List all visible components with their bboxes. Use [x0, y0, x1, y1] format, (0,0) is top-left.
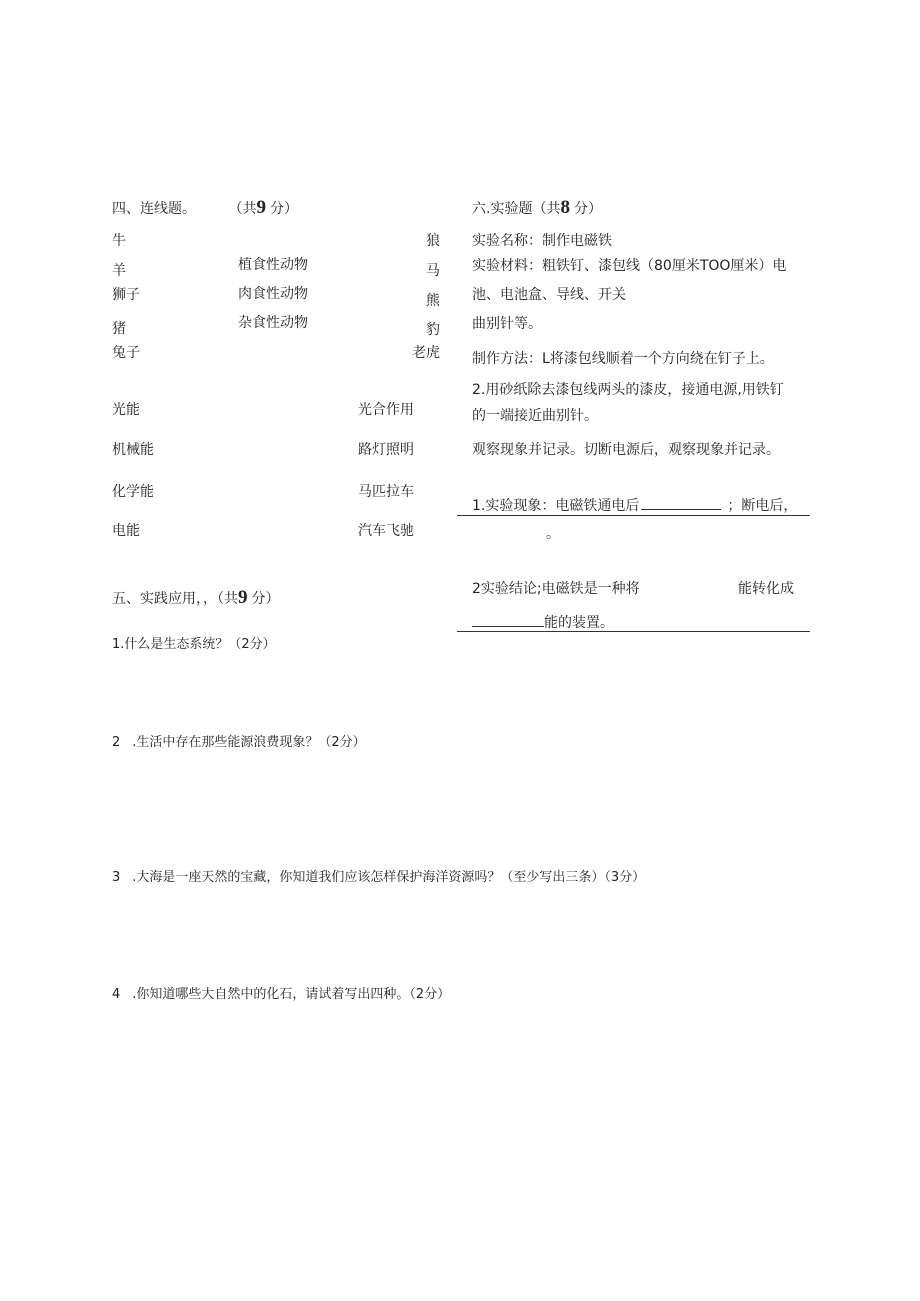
example-item: 光合作用	[358, 402, 414, 418]
section6-score-suffix: 分）	[573, 201, 602, 217]
question-3-number: 3	[112, 870, 121, 885]
right-animal-item: 狼	[426, 233, 440, 249]
section6-title: 六.实验题（共	[472, 201, 561, 217]
energy-item: 化学能	[112, 484, 154, 500]
section4-title: 四、连线题。	[112, 201, 196, 217]
left-animal-item: 羊	[112, 263, 126, 279]
left-animal-item: 牛	[112, 233, 126, 249]
question-1: 1.什么是生态系统？（2分）	[112, 637, 276, 652]
section4-score-prefix: （共	[228, 201, 257, 217]
question-4-text: .你知道哪些大自然中的化石，请试着写出四种。（2分）	[132, 987, 451, 1002]
right-animal-item: 马	[426, 263, 440, 279]
section6-heading	[472, 199, 602, 218]
experiment-materials-line1: 实验材料：粗铁钉、漆包线（80厘米TOO厘米）电	[472, 258, 787, 274]
conclusion-line2	[472, 614, 614, 632]
category-item: 肉食性动物	[238, 286, 308, 302]
result-label: 1.实验现象：电磁铁通电后	[472, 498, 640, 514]
experiment-method-line1: 制作方法：L将漆包线顺着一个方向绕在钉子上。	[472, 351, 774, 367]
example-item: 路灯照明	[358, 442, 414, 458]
experiment-method-line2: 2.用砂纸除去漆包线两头的漆皮，接通电源,用铁钉	[472, 382, 784, 398]
left-animal-item: 狮子	[112, 287, 140, 303]
result-label-power-off: ；断电后，	[727, 498, 798, 514]
experiment-materials-line2: 池、电池盒、导线、开关	[472, 287, 626, 303]
question-3	[112, 869, 645, 887]
section4-score-number: 9	[256, 197, 266, 218]
experiment-conclusion: 2实验结论;电磁铁是一种将	[472, 581, 640, 597]
experiment-observe: 观察现象并记录。切断电源后，观察现象并记录。	[472, 442, 780, 458]
conclusion-device-label: 能的装置。	[544, 615, 614, 631]
example-item: 马匹拉车	[358, 484, 414, 500]
left-animal-item: 猪	[112, 321, 126, 337]
energy-item: 电能	[112, 523, 140, 539]
experiment-result	[472, 497, 797, 515]
section6-score-number: 8	[560, 197, 570, 218]
conclusion-blank[interactable]	[472, 626, 544, 627]
energy-item: 机械能	[112, 442, 154, 458]
right-animal-item: 豹	[426, 322, 440, 338]
section5-score-suffix: 分）	[251, 591, 280, 607]
result-blank-power-on[interactable]	[641, 509, 721, 510]
section5-score-number: 9	[238, 587, 248, 608]
result-end-mark: 。	[546, 526, 560, 542]
section5-title: 五、实践应用，，（共	[112, 591, 238, 607]
question-2-number: 2	[112, 735, 121, 750]
experiment-method-line3: 的一端接近曲别针。	[472, 408, 598, 424]
question-2	[112, 734, 366, 752]
left-animal-item: 兔子	[112, 345, 140, 361]
right-animal-item: 老虎	[412, 345, 440, 361]
section4-score-suffix: 分）	[269, 201, 298, 217]
question-3-text: .大海是一座天然的宝藏，你知道我们应该怎样保护海洋资源吗？（至少写出三条）（3分）	[132, 870, 646, 885]
example-item: 汽车飞驰	[358, 523, 414, 539]
section5-heading	[112, 589, 280, 608]
question-4-number: 4	[112, 987, 121, 1002]
experiment-materials-line3: 曲别针等。	[472, 316, 542, 332]
answer-underline[interactable]	[457, 631, 810, 632]
experiment-name: 实验名称：制作电磁铁	[472, 233, 612, 249]
category-item: 杂食性动物	[238, 315, 308, 331]
question-2-text: .生活中存在那些能源浪费现象？（2分）	[132, 735, 366, 750]
right-animal-item: 熊	[426, 293, 440, 309]
answer-underline[interactable]	[457, 515, 810, 516]
conclusion-convert-label: 能转化成	[738, 581, 794, 597]
question-4	[112, 986, 450, 1004]
section4-heading	[112, 199, 298, 218]
energy-item: 光能	[112, 402, 140, 418]
category-item: 植食性动物	[238, 257, 308, 273]
